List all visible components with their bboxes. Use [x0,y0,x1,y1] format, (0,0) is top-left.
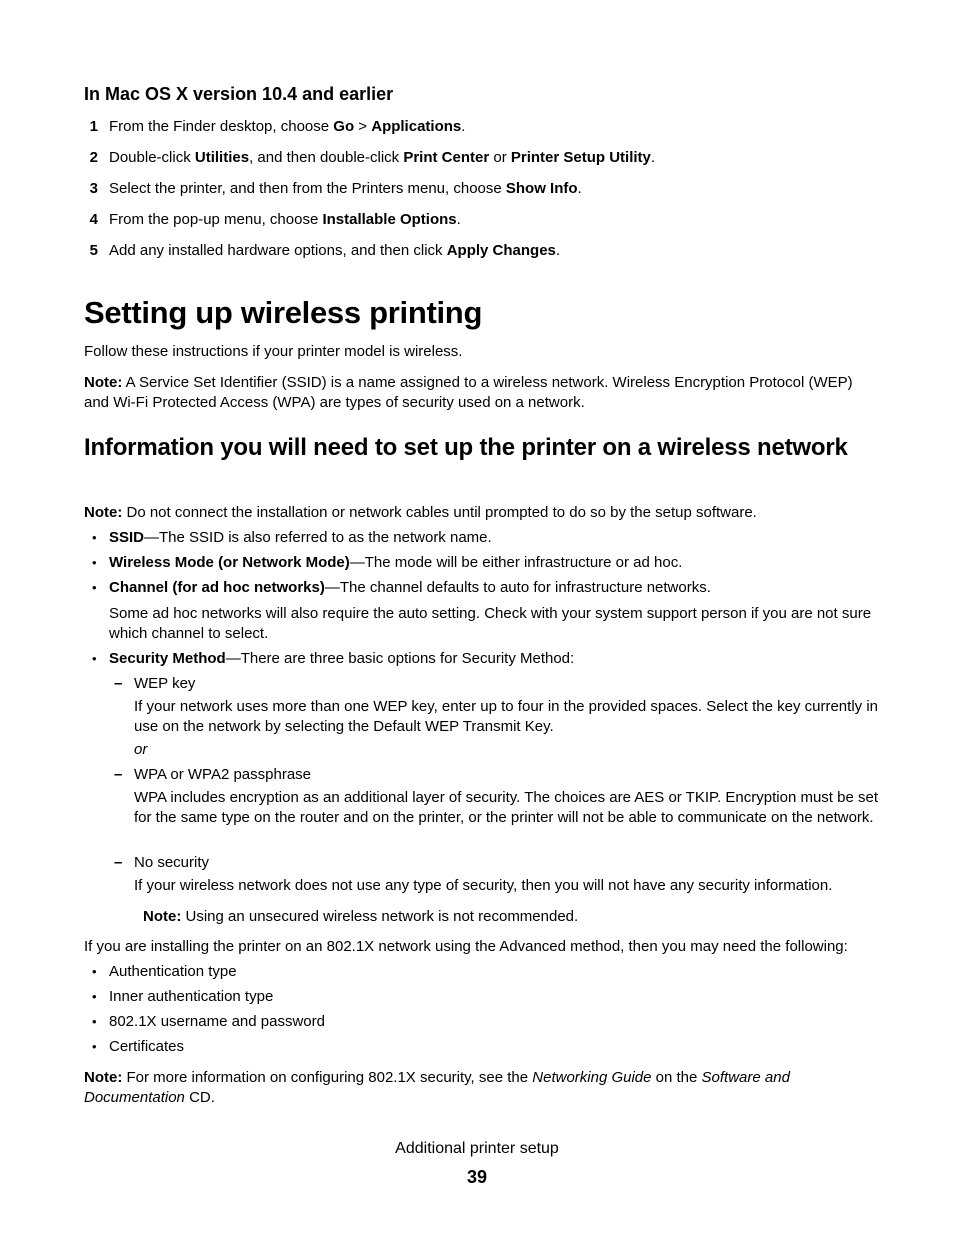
no-security-paragraph: If your wireless network does not use any type of security, then you will not have any security information. [134,877,833,894]
channel-paragraph: Some ad hoc networks will also require the auto setting. Check with your system support person if you are not sure which channel to select. [109,605,872,642]
step-text: Add any installed hardware options, and then click Apply Changes. [109,242,561,259]
intro-paragraph: Follow these instructions if your printer model is wireless. [84,343,463,360]
step-text: From the Finder desktop, choose Go > Applications. [109,118,466,135]
list-item-channel: Channel (for ad hoc networks)—The channel defaults to auto for infrastructure networks. [109,579,711,596]
step-text: Double-click Utilities, and then double-click Print Center or Printer Setup Utility. [109,149,656,166]
note-paragraph: Note: Do not connect the installation or network cables until prompted to do so by the setup software. [84,504,757,521]
bullet-marker: • [92,555,97,570]
bullet-marker: • [92,651,97,666]
list-item: Inner authentication type [109,988,274,1005]
dash-marker: – [114,854,123,871]
or-text: or [134,741,148,758]
bullet-marker: • [92,989,97,1004]
bullet-marker: • [92,1014,97,1029]
list-item: 802.1X username and password [109,1013,325,1030]
list-item: Certificates [109,1038,185,1055]
section-heading: Information you will need to set up the printer on a wireless network [84,434,848,461]
sublist-item-wpa: WPA or WPA2 passphrase [134,766,312,783]
note-paragraph: Note: A Service Set Identifier (SSID) is a name assigned to a wireless network. Wireless Encryption Protocol (WEP) and Wi-Fi Protected Access (WPA) are types of security used on a network. [84,374,853,411]
list-item-ssid: SSID—The SSID is also referred to as the network name. [109,529,492,546]
note-paragraph: Note: For more information on configuring 802.1X security, see the Networking Guide on the Software and Documentation CD. [84,1069,790,1106]
bullet-marker: • [92,580,97,595]
sublist-item-wep: WEP key [134,675,196,692]
wpa-paragraph: WPA includes encryption as an additional layer of security. The choices are AES or TKIP. Encryption must be set for the same type on the router and on the printer, or the printer will not be able to communicate on the network. [134,789,878,826]
footer-section-title: Additional printer setup [395,1140,559,1157]
subsection-heading: In Mac OS X version 10.4 and earlier [84,84,394,104]
step-number: 2 [89,149,98,166]
step-number: 4 [89,211,98,228]
list-item-security-method: Security Method—There are three basic options for Security Method: [109,650,575,667]
step-text: From the pop-up menu, choose Installable Options. [109,211,461,228]
wep-paragraph: If your network uses more than one WEP key, enter up to four in the provided spaces. Select the key currently in use on the network by selecting the Default WEP Transmit Key. [134,698,878,735]
bullet-marker: • [92,1039,97,1054]
advanced-paragraph: If you are installing the printer on an 802.1X network using the Advanced method, then you may need the following: [84,938,848,955]
bullet-marker: • [92,530,97,545]
list-item: Authentication type [109,963,237,980]
bullet-marker: • [92,964,97,979]
step-number: 5 [89,242,98,259]
step-text: Select the printer, and then from the Printers menu, choose Show Info. [109,180,582,197]
page-number: 39 [466,1167,488,1187]
page-section-title: Setting up wireless printing [84,295,483,330]
dash-marker: – [114,675,123,692]
list-item-wireless-mode: Wireless Mode (or Network Mode)—The mode will be either infrastructure or ad hoc. [109,554,683,571]
dash-marker: – [114,766,123,783]
step-number: 1 [89,118,98,135]
note-paragraph: Note: Using an unsecured wireless network is not recommended. [143,908,579,925]
sublist-item-no-security: No security [134,854,210,871]
step-number: 3 [89,180,98,197]
